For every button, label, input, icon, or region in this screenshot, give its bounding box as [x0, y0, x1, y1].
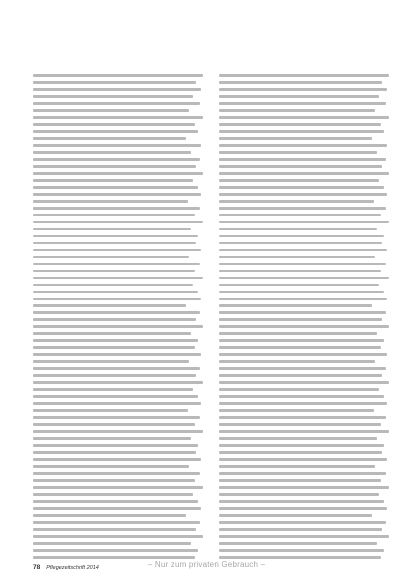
- page-number: 78: [33, 564, 41, 571]
- private-use-watermark: – Nur zum privaten Gebrauch –: [147, 560, 266, 569]
- left-column: [33, 74, 203, 563]
- journal-label: Pflegezeitschrift 2014: [46, 565, 99, 571]
- page-footer: [33, 564, 99, 571]
- right-column: [219, 74, 389, 563]
